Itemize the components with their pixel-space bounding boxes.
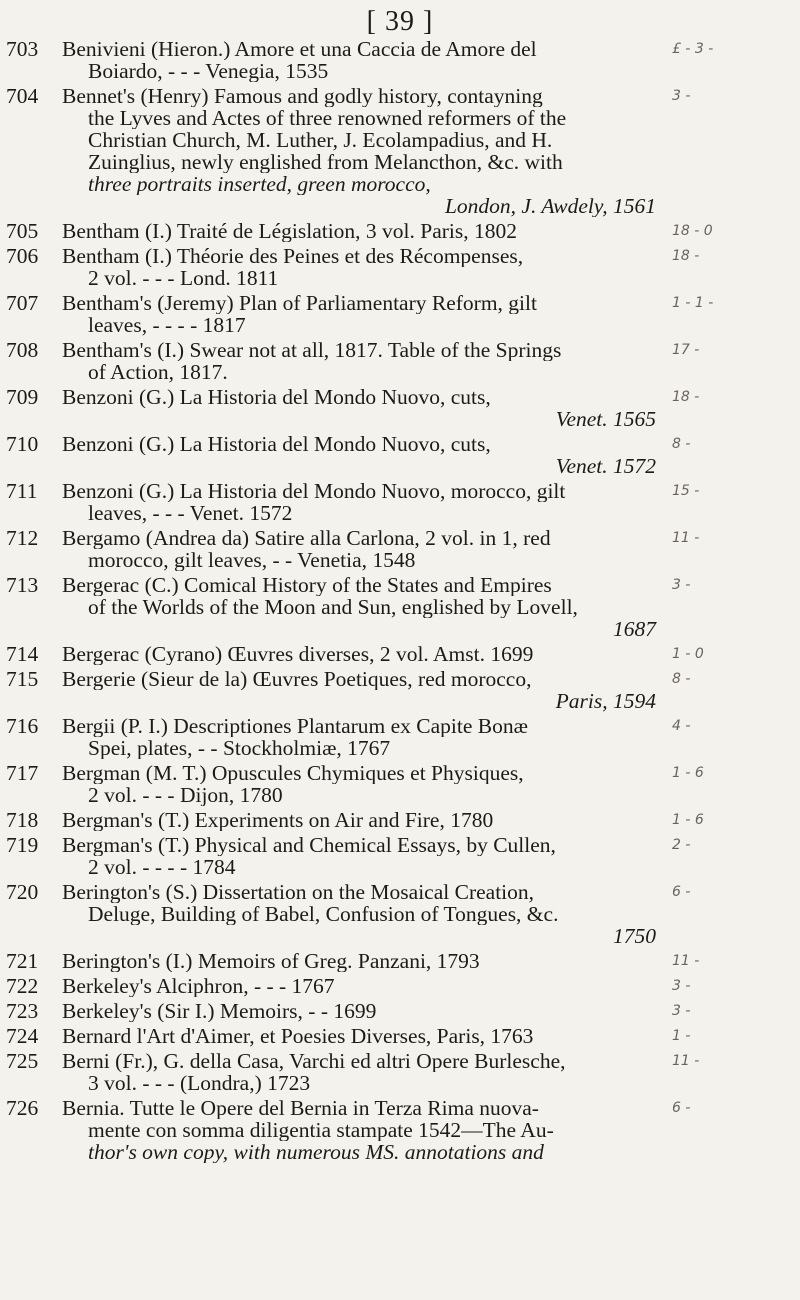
- catalog-entry: [0, 1025, 800, 1047]
- entry-description: [62, 38, 662, 82]
- entry-line: Christian Church, M. Luther, J. Ecolampadius, and H.: [88, 129, 553, 151]
- handwritten-price: 1 - 1 -: [672, 295, 714, 311]
- handwritten-price: 3 -: [672, 577, 691, 593]
- catalog-entry: [0, 527, 800, 571]
- entry-line: of the Worlds of the Moon and Sun, englished by Lovell,: [88, 596, 578, 618]
- lot-number: 703: [6, 37, 39, 61]
- catalog-entry: [0, 386, 800, 430]
- entry-line: 2 vol. - - - Lond. 1811: [88, 267, 279, 289]
- entry-description: [62, 527, 662, 571]
- entry-description: [62, 809, 662, 831]
- entry-description: [62, 85, 662, 217]
- lot-number: 712: [6, 526, 39, 550]
- handwritten-price: 1 - 6: [672, 812, 704, 828]
- entry-line: Bergman's (T.) Experiments on Air and Fire, 1780: [62, 809, 494, 831]
- handwritten-price: 3 -: [672, 88, 691, 104]
- handwritten-price: 17 -: [672, 342, 700, 358]
- entry-line: Benzoni (G.) La Historia del Mondo Nuovo, cuts,: [62, 386, 491, 408]
- entry-line: Berkeley's (Sir I.) Memoirs, - - 1699: [62, 1000, 377, 1022]
- entry-imprint: London, J. Awdely, 1561: [444, 195, 656, 217]
- entry-line: Berington's (I.) Memoirs of Greg. Panzani, 1793: [62, 950, 480, 972]
- entry-line: Bergerac (C.) Comical History of the States and Empires: [62, 574, 552, 596]
- entry-line: three portraits inserted, green morocco,: [88, 173, 431, 195]
- handwritten-price: 15 -: [672, 483, 700, 499]
- catalog-entry: [0, 881, 800, 947]
- entry-line: Benivieni (Hieron.) Amore et una Caccia de Amore del: [62, 38, 537, 60]
- catalog-entry: [0, 1050, 800, 1094]
- handwritten-price: 11 -: [672, 1053, 700, 1069]
- entry-imprint: 1750: [613, 925, 656, 947]
- entry-line: Spei, plates, - - Stockholmiæ, 1767: [88, 737, 391, 759]
- lot-number: 725: [6, 1049, 39, 1073]
- entry-description: [62, 433, 662, 477]
- lot-number: 721: [6, 949, 39, 973]
- entry-line: leaves, - - - - 1817: [88, 314, 246, 336]
- lot-number: 713: [6, 573, 39, 597]
- lot-number: 718: [6, 808, 39, 832]
- handwritten-price: 8 -: [672, 671, 691, 687]
- entry-line: Bentham's (Jeremy) Plan of Parliamentary Reform, gilt: [62, 292, 537, 314]
- entry-line: Berkeley's Alciphron, - - - 1767: [62, 975, 335, 997]
- entry-description: [62, 643, 662, 665]
- catalog-entry: [0, 339, 800, 383]
- handwritten-price: 3 -: [672, 1003, 691, 1019]
- handwritten-price: 8 -: [672, 436, 691, 452]
- entry-imprint: Venet. 1572: [555, 455, 656, 477]
- entry-line: Bentham's (I.) Swear not at all, 1817. Table of the Springs: [62, 339, 562, 361]
- catalog-entry: [0, 950, 800, 972]
- entry-line: morocco, gilt leaves, - - Venetia, 1548: [88, 549, 416, 571]
- entry-line: Bennet's (Henry) Famous and godly history, contayning: [62, 85, 543, 107]
- entry-line: Boiardo, - - - Venegia, 1535: [88, 60, 329, 82]
- catalog-entry: [0, 85, 800, 217]
- entry-imprint: 1687: [613, 618, 656, 640]
- handwritten-price: 6 -: [672, 884, 691, 900]
- catalog-list: [0, 38, 800, 1166]
- handwritten-price: 2 -: [672, 837, 691, 853]
- entry-description: [62, 1000, 662, 1022]
- entry-description: [62, 245, 662, 289]
- entry-description: [62, 1097, 662, 1163]
- lot-number: 722: [6, 974, 39, 998]
- entry-line: of Action, 1817.: [88, 361, 228, 383]
- entry-line: Deluge, Building of Babel, Confusion of Tongues, &c.: [88, 903, 559, 925]
- handwritten-price: 11 -: [672, 953, 700, 969]
- entry-line: Bergerie (Sieur de la) Œuvres Poetiques, red morocco,: [62, 668, 532, 690]
- catalog-entry: [0, 643, 800, 665]
- entry-line: the Lyves and Actes of three renowned reformers of the: [88, 107, 567, 129]
- entry-description: [62, 715, 662, 759]
- catalog-entry: [0, 668, 800, 712]
- handwritten-price: 18 -: [672, 389, 700, 405]
- entry-line: Zuinglius, newly englished from Melancthon, &c. with: [88, 151, 563, 173]
- entry-description: [62, 950, 662, 972]
- handwritten-price: 4 -: [672, 718, 691, 734]
- lot-number: 719: [6, 833, 39, 857]
- entry-imprint: Paris, 1594: [555, 690, 656, 712]
- entry-description: [62, 834, 662, 878]
- lot-number: 716: [6, 714, 39, 738]
- entry-line: 2 vol. - - - - 1784: [88, 856, 236, 878]
- catalog-entry: [0, 220, 800, 242]
- catalog-entry: [0, 292, 800, 336]
- entry-line: Berington's (S.) Dissertation on the Mosaical Creation,: [62, 881, 535, 903]
- catalog-entry: [0, 480, 800, 524]
- lot-number: 715: [6, 667, 39, 691]
- entry-description: [62, 668, 662, 712]
- handwritten-price: 6 -: [672, 1100, 691, 1116]
- entry-line: 2 vol. - - - Dijon, 1780: [88, 784, 283, 806]
- lot-number: 726: [6, 1096, 39, 1120]
- catalog-entry: [0, 38, 800, 82]
- handwritten-price: 18 - 0: [672, 223, 713, 239]
- entry-line: 3 vol. - - - (Londra,) 1723: [88, 1072, 311, 1094]
- entry-line: Bernard l'Art d'Aimer, et Poesies Diverses, Paris, 1763: [62, 1025, 534, 1047]
- handwritten-price: 18 -: [672, 248, 700, 264]
- lot-number: 720: [6, 880, 39, 904]
- entry-description: [62, 975, 662, 997]
- entry-description: [62, 386, 662, 430]
- handwritten-price: 1 -: [672, 1028, 691, 1044]
- catalog-entry: [0, 574, 800, 640]
- entry-line: Bernia. Tutte le Opere del Bernia in Terza Rima nuova-: [62, 1097, 539, 1119]
- handwritten-price: £ - 3 -: [672, 41, 714, 57]
- lot-number: 704: [6, 84, 39, 108]
- lot-number: 708: [6, 338, 39, 362]
- entry-description: [62, 1050, 662, 1094]
- catalog-entry: [0, 834, 800, 878]
- entry-imprint: Venet. 1565: [555, 408, 656, 430]
- lot-number: 711: [6, 479, 38, 503]
- entry-description: [62, 292, 662, 336]
- entry-line: leaves, - - - Venet. 1572: [88, 502, 293, 524]
- entry-line: Berni (Fr.), G. della Casa, Varchi ed altri Opere Burlesche,: [62, 1050, 566, 1072]
- lot-number: 717: [6, 761, 39, 785]
- lot-number: 714: [6, 642, 39, 666]
- entry-line: Bentham (I.) Théorie des Peines et des Récompenses,: [62, 245, 524, 267]
- entry-description: [62, 881, 662, 947]
- lot-number: 707: [6, 291, 39, 315]
- catalog-entry: [0, 809, 800, 831]
- entry-line: Bergii (P. I.) Descriptiones Plantarum ex Capite Bonæ: [62, 715, 528, 737]
- catalog-entry: [0, 762, 800, 806]
- entry-description: [62, 762, 662, 806]
- handwritten-price: 3 -: [672, 978, 691, 994]
- handwritten-price: 1 - 6: [672, 765, 704, 781]
- catalog-entry: [0, 433, 800, 477]
- catalog-entry: [0, 1000, 800, 1022]
- handwritten-price: 1 - 0: [672, 646, 704, 662]
- entry-description: [62, 1025, 662, 1047]
- entry-line: Bergamo (Andrea da) Satire alla Carlona, 2 vol. in 1, red: [62, 527, 551, 549]
- entry-line: Bergerac (Cyrano) Œuvres diverses, 2 vol. Amst. 1699: [62, 643, 534, 665]
- page-number: [ 39 ]: [366, 6, 434, 37]
- catalog-entry: [0, 715, 800, 759]
- lot-number: 706: [6, 244, 39, 268]
- lot-number: 705: [6, 219, 39, 243]
- entry-line: Bentham (I.) Traité de Législation, 3 vol. Paris, 1802: [62, 220, 518, 242]
- entry-line: Bergman's (T.) Physical and Chemical Essays, by Cullen,: [62, 834, 556, 856]
- entry-description: [62, 339, 662, 383]
- entry-line: Benzoni (G.) La Historia del Mondo Nuovo, morocco, gilt: [62, 480, 566, 502]
- entry-line: mente con somma diligentia stampate 1542—The Au-: [88, 1119, 554, 1141]
- entry-line: Benzoni (G.) La Historia del Mondo Nuovo, cuts,: [62, 433, 491, 455]
- entry-description: [62, 480, 662, 524]
- entry-line: thor's own copy, with numerous MS. annotations and: [88, 1141, 544, 1163]
- entry-description: [62, 574, 662, 640]
- lot-number: 710: [6, 432, 39, 456]
- entry-line: Bergman (M. T.) Opuscules Chymiques et Physiques,: [62, 762, 524, 784]
- catalog-entry: [0, 245, 800, 289]
- handwritten-price: 11 -: [672, 530, 700, 546]
- lot-number: 723: [6, 999, 39, 1023]
- lot-number: 709: [6, 385, 39, 409]
- catalog-entry: [0, 1097, 800, 1163]
- entry-description: [62, 220, 662, 242]
- catalog-entry: [0, 975, 800, 997]
- lot-number: 724: [6, 1024, 39, 1048]
